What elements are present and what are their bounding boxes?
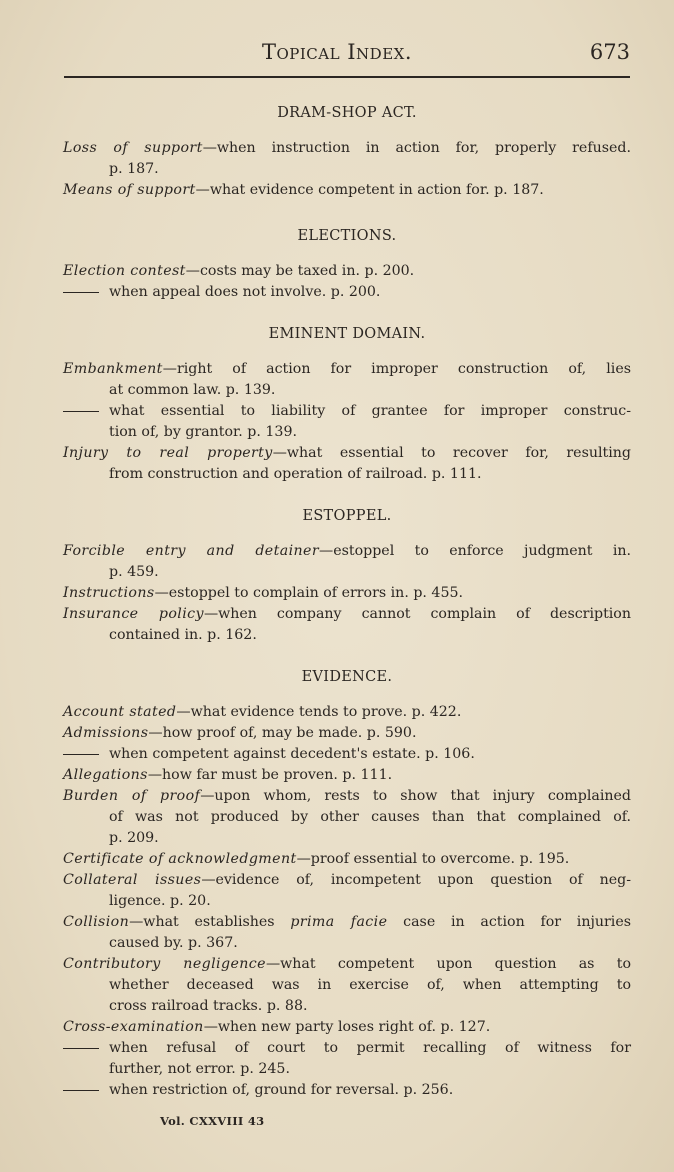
- running-header-title: Topical Index.: [261, 40, 413, 64]
- entry-text: ligence. p. 20.: [109, 893, 211, 909]
- section-heading: DRAM-SHOP ACT.: [277, 105, 417, 121]
- entry-term: Election contest: [63, 263, 186, 279]
- entry-text: —what evidence tends to prove. p. 422.: [176, 704, 462, 720]
- entry-text: —how far must be proven. p. 111.: [147, 767, 393, 783]
- index-entry: [63, 1038, 631, 1080]
- entry-line: [63, 996, 631, 1017]
- index-entry: [63, 765, 631, 786]
- entry-text: whether deceased was in exercise of, when attempting to: [109, 977, 631, 993]
- entry-line: [63, 180, 631, 201]
- index-entry: [63, 1017, 631, 1038]
- entry-line: [63, 401, 631, 422]
- index-section: [63, 325, 631, 485]
- section-heading: EVIDENCE.: [301, 669, 393, 685]
- index-entry: [63, 849, 631, 870]
- ditto-dash: [63, 292, 99, 293]
- index-entry: [63, 604, 631, 646]
- entry-term: Admissions: [63, 725, 149, 741]
- section-heading: ESTOPPEL.: [302, 508, 392, 524]
- index-entry: [63, 443, 631, 485]
- entry-line: [63, 975, 631, 996]
- entry-line: [63, 912, 631, 933]
- entry-text: caused by. p. 367.: [109, 935, 238, 951]
- entry-text: p. 187.: [109, 161, 159, 177]
- entry-line: [63, 828, 631, 849]
- entry-text: —what competent upon question as to: [265, 956, 631, 972]
- index-entry: [63, 1080, 631, 1101]
- entry-term: Insurance policy: [63, 606, 204, 622]
- entry-line: [63, 625, 631, 646]
- entry-text: when refusal of court to permit recalling of witness for: [109, 1040, 631, 1056]
- entry-line: [63, 261, 631, 282]
- entry-text: p. 209.: [109, 830, 159, 846]
- entry-line: [63, 562, 631, 583]
- entry-text: cross railroad tracks. p. 88.: [109, 998, 308, 1014]
- entry-line: [63, 583, 631, 604]
- entry-text: —estoppel to enforce judgment in.: [319, 543, 632, 559]
- entry-text: —estoppel to complain of errors in. p. 455.: [154, 585, 464, 601]
- index-entry: [63, 954, 631, 1017]
- index-entry: [63, 180, 631, 201]
- entry-term: Allegations: [63, 767, 148, 783]
- entry-term: Cross-examination: [63, 1019, 204, 1035]
- entry-term: Account stated: [63, 704, 177, 720]
- entry-term: Injury to real property: [63, 445, 273, 461]
- entry-line: [63, 954, 631, 975]
- entry-text: —when company cannot complain of description: [203, 606, 631, 622]
- index-entry: [63, 138, 631, 180]
- entry-text: —proof essential to overcome. p. 195.: [296, 851, 570, 867]
- entry-line: [63, 1059, 631, 1080]
- entry-line: [63, 1080, 631, 1101]
- index-entry: [63, 541, 631, 583]
- entry-line: [63, 765, 631, 786]
- entry-text: —upon whom, rests to show that injury complained: [200, 788, 631, 804]
- entry-text: when restriction of, ground for reversal. p. 256.: [109, 1082, 454, 1098]
- entry-line: [63, 1017, 631, 1038]
- entry-text: —costs may be taxed in. p. 200.: [185, 263, 415, 279]
- index-entry: [63, 583, 631, 604]
- index-entry: [63, 702, 631, 723]
- entry-line: [63, 807, 631, 828]
- entry-text: —when new party loses right of. p. 127.: [203, 1019, 491, 1035]
- entry-term: Certificate of acknowledgment: [63, 851, 297, 867]
- entry-line: [63, 891, 631, 912]
- entry-term: Means of support: [63, 182, 196, 198]
- entry-text: —what essential to recover for, resulting: [272, 445, 631, 461]
- ditto-dash: [63, 1090, 99, 1091]
- ditto-dash: [63, 1048, 99, 1049]
- entry-line: [63, 1038, 631, 1059]
- entry-text: of was not produced by other causes than that complained of.: [109, 809, 631, 825]
- entry-text: —right of action for improper construction of, lies: [162, 361, 631, 377]
- page-number: 673: [589, 40, 630, 64]
- entry-term: Embankment: [63, 361, 163, 377]
- entry-text: when appeal does not involve. p. 200.: [109, 284, 381, 300]
- entry-text: at common law. p. 139.: [109, 382, 276, 398]
- entry-line: [63, 380, 631, 401]
- index-entry: [63, 359, 631, 401]
- entry-line: [63, 443, 631, 464]
- signature-mark: Vol. CXXVIII 43: [160, 1114, 265, 1128]
- index-entry: [63, 261, 631, 282]
- entry-term: prima facie: [290, 914, 388, 930]
- entry-line: [63, 541, 631, 562]
- entry-line: [63, 723, 631, 744]
- ditto-dash: [63, 411, 99, 412]
- entry-line: [63, 702, 631, 723]
- index-entry: [63, 744, 631, 765]
- entry-text: —what establishes: [129, 914, 291, 930]
- entry-text: what essential to liability of grantee for improper construc-: [109, 403, 631, 419]
- entry-line: [63, 359, 631, 380]
- index-entry: [63, 786, 631, 849]
- entry-line: [63, 849, 631, 870]
- entry-term: Loss of support: [63, 140, 203, 156]
- header-rule: [64, 76, 630, 78]
- entry-line: [63, 464, 631, 485]
- index-section: [63, 507, 631, 646]
- entry-line: [63, 744, 631, 765]
- entry-text: —what evidence competent in action for. p. 187.: [195, 182, 544, 198]
- entry-term: Contributory negligence: [63, 956, 266, 972]
- ditto-dash: [63, 754, 99, 755]
- entry-line: [63, 138, 631, 159]
- entry-term: Instructions: [63, 585, 155, 601]
- index-entry: [63, 401, 631, 443]
- entry-line: [63, 604, 631, 625]
- entry-term: Burden of proof: [63, 788, 201, 804]
- section-heading: ELECTIONS.: [297, 228, 397, 244]
- entry-term: Forcible entry and detainer: [63, 543, 320, 559]
- entry-line: [63, 282, 631, 303]
- entry-text: p. 459.: [109, 564, 159, 580]
- index-section: [63, 227, 631, 303]
- entry-text: contained in. p. 162.: [109, 627, 257, 643]
- entry-line: [63, 786, 631, 807]
- index-entry: [63, 723, 631, 744]
- entry-text: —when instruction in action for, properly refused.: [202, 140, 631, 156]
- entry-text: further, not error. p. 245.: [109, 1061, 290, 1077]
- entry-term: Collision: [63, 914, 130, 930]
- entry-term: Collateral issues: [63, 872, 202, 888]
- entry-line: [63, 159, 631, 180]
- index-entry: [63, 282, 631, 303]
- section-heading: EMINENT DOMAIN.: [268, 326, 426, 342]
- index-entry: [63, 912, 631, 954]
- entry-text: —evidence of, incompetent upon question of neg-: [201, 872, 631, 888]
- entry-text: —how proof of, may be made. p. 590.: [148, 725, 417, 741]
- entry-line: [63, 422, 631, 443]
- index-section: [63, 104, 631, 201]
- entry-text: when competent against decedent's estate. p. 106.: [109, 746, 475, 762]
- entry-text: from construction and operation of railroad. p. 111.: [109, 466, 482, 482]
- entry-text: tion of, by grantor. p. 139.: [109, 424, 297, 440]
- entry-line: [63, 933, 631, 954]
- entry-line: [63, 870, 631, 891]
- entry-text: case in action for injuries: [387, 914, 631, 930]
- index-section: [63, 668, 631, 1101]
- index-entry: [63, 870, 631, 912]
